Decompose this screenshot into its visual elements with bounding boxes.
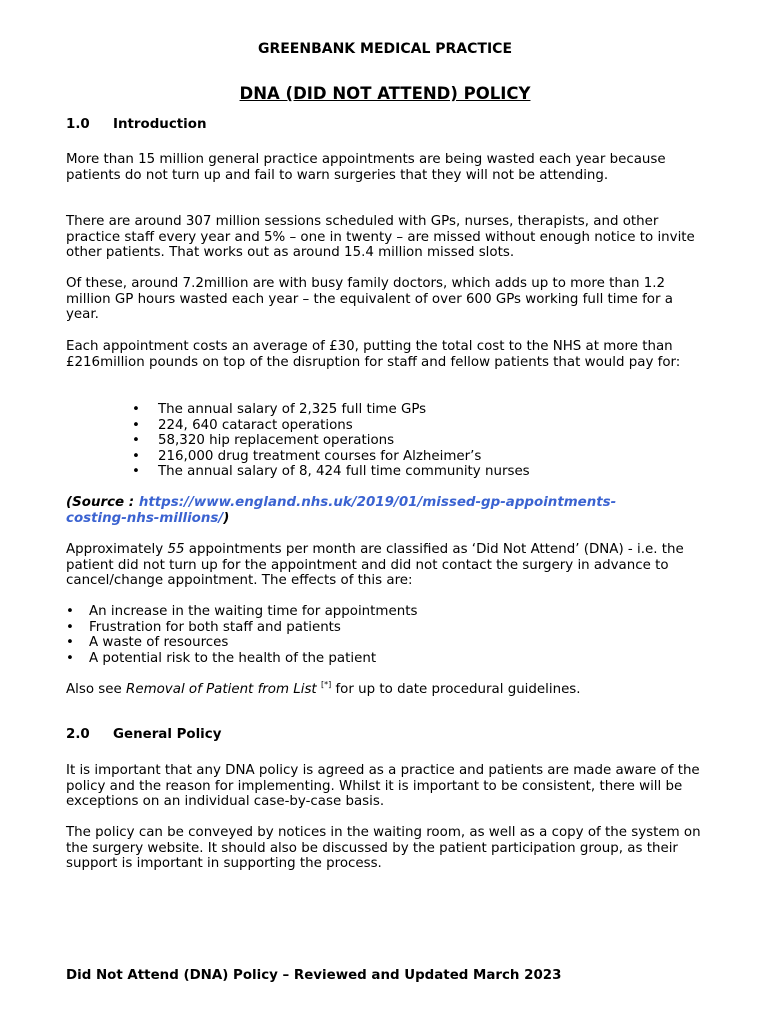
effects-list-item: • A waste of resources [66, 635, 417, 651]
cost-list-item: • 216,000 drug treatment courses for Alzheimer’s [132, 449, 530, 465]
intro-paragraph-3: Of these, around 7.2million are with busy family doctors, which adds up to more than 1.2 million GP hours wasted each year – the equivalent of over 600 GPs working full time for a year. [66, 276, 673, 323]
effects-list-item: • A potential risk to the health of the patient [66, 651, 417, 667]
source-link[interactable]: https://www.england.nhs.uk/2019/01/missed-gp-appointments-costing-nhs-millions/ [66, 495, 617, 526]
also-see-note: [*] [320, 680, 332, 689]
intro-paragraph-1: More than 15 million general practice appointments are being wasted each year because patients do not turn up and fail to warn surgeries that they will not be attending. [66, 152, 666, 183]
also-see-paragraph [66, 682, 708, 698]
dna-monthly-count: 55 [167, 542, 185, 557]
policy-paragraph-1: It is important that any DNA policy is agreed as a practice and patients are made aware of the policy and the reason for implementing. Whilst it is important to be consistent, there will be exceptions on an individual case-by-case basis. [66, 763, 700, 810]
dna-paragraph [66, 542, 708, 589]
source-citation [66, 495, 666, 526]
cost-list-item: • 58,320 hip replacement operations [132, 433, 530, 449]
effects-list [66, 604, 417, 666]
section-2-title: General Policy [113, 727, 222, 742]
policy-paragraph-2: The policy can be conveyed by notices in the waiting room, as well as a copy of the system on the surgery website. It should also be discussed by the patient participation group, as their support is important in supporting the process. [66, 825, 701, 872]
section-1-heading [66, 117, 207, 133]
dna-text-before: Approximately [66, 542, 168, 557]
source-prefix: (Source : [66, 495, 139, 510]
intro-paragraph-4: Each appointment costs an average of £30, putting the total cost to the NHS at more than £216million pounds on top of the disruption for staff and fellow patients that would pay for: [66, 339, 681, 370]
policy-title: DNA (DID NOT ATTEND) POLICY [239, 84, 531, 103]
document-footer: Did Not Attend (DNA) Policy – Reviewed and Updated March 2023 [66, 968, 562, 983]
cost-list-item: • The annual salary of 8, 424 full time community nurses [132, 464, 530, 480]
section-1-number: 1.0 [66, 117, 90, 132]
effects-list-item: • An increase in the waiting time for appointments [66, 604, 417, 620]
section-2-number: 2.0 [66, 727, 90, 742]
cost-list-item: • 224, 640 cataract operations [132, 418, 530, 434]
also-see-after: for up to date procedural guidelines. [331, 682, 581, 697]
intro-paragraph-2: There are around 307 million sessions scheduled with GPs, nurses, therapists, and other practice staff every year and 5% – one in twenty – are missed without enough notice to invite other patients. That works out as around 15.4 million missed slots. [66, 214, 695, 261]
cost-list [132, 402, 530, 480]
source-suffix: ) [223, 510, 230, 526]
section-2-heading [66, 727, 221, 743]
section-1-title: Introduction [113, 117, 207, 132]
practice-name: GREENBANK MEDICAL PRACTICE [257, 41, 513, 57]
also-see-before: Also see [66, 682, 127, 697]
cost-list-item: • The annual salary of 2,325 full time GPs [132, 402, 530, 418]
effects-list-item: • Frustration for both staff and patients [66, 620, 417, 636]
also-see-document: Removal of Patient from List [126, 682, 317, 697]
dna-text-after: appointments per month are classified as ‘Did Not Attend’ (DNA) - i.e. the patient did not turn up for the appointment and did not contact the surgery in advance to cancel/change appointment. The effects of this are: [66, 542, 684, 589]
